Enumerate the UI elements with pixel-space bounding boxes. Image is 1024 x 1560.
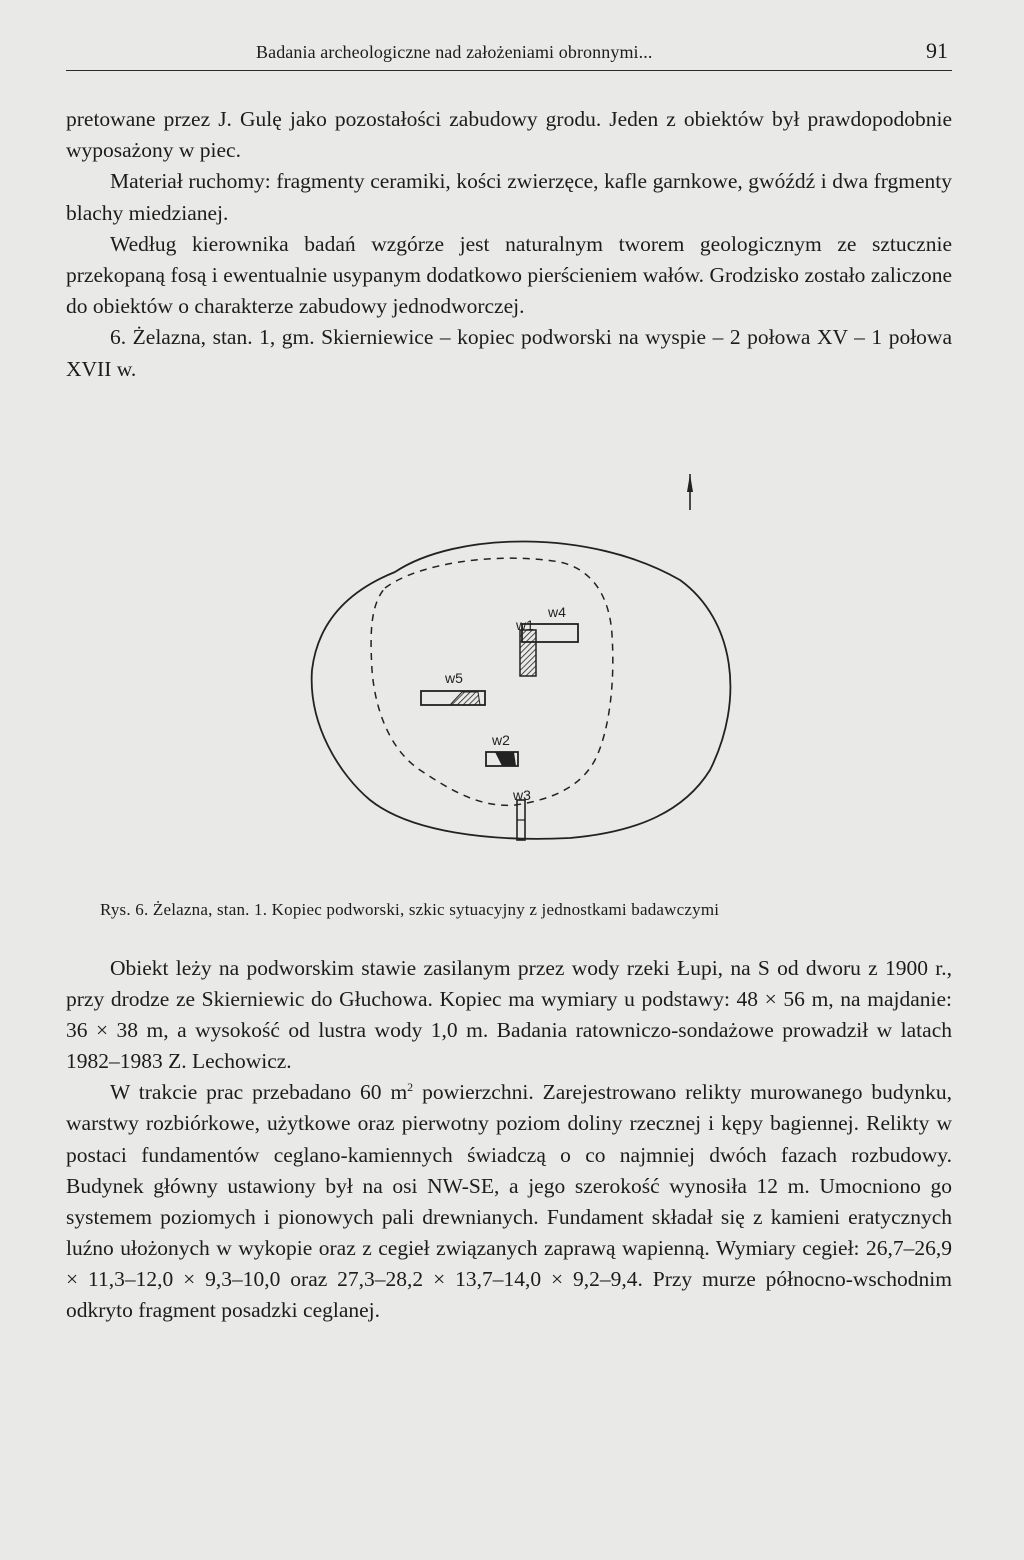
north-arrow-icon bbox=[687, 474, 693, 510]
paragraph-start: W trakcie prac przebadano 60 m bbox=[110, 1080, 408, 1105]
site-heading: 6. Żelazna, stan. 1, gm. Skierniewice – kopiec podworski na wyspie – 2 połowa XV – 1 połowa XVII w. bbox=[66, 325, 952, 381]
running-title: Badania archeologiczne nad założeniami obronnymi... bbox=[256, 42, 653, 62]
paragraph: Materiał ruchomy: fragmenty ceramiki, kości zwierzęce, kafle garnkowe, gwóźdź i dwa frgmenty blachy miedzianej. bbox=[66, 169, 952, 225]
paragraph: pretowane przez J. Gulę jako pozostałości zabudowy grodu. Jeden z obiektów był prawdopodobnie wyposażony w piec. bbox=[66, 107, 952, 163]
text-block-top bbox=[66, 104, 952, 385]
site-sketch bbox=[290, 470, 750, 870]
label-w3: w3 bbox=[513, 787, 531, 803]
label-w4: w4 bbox=[548, 604, 566, 620]
unit-w1 bbox=[520, 630, 536, 676]
superscript: 2 bbox=[407, 1080, 414, 1095]
label-w2: w2 bbox=[492, 732, 510, 748]
paragraph: Według kierownika badań wzgórze jest naturalnym tworem geologicznym ze sztucznie przekopaną fosą i ewentualnie usypanym dodatkowo pierścieniem wałów. Grodzisko zostało zaliczone do obiektów o charakterze zabudowy jednodworczej. bbox=[66, 231, 952, 319]
site-sketch-figure bbox=[290, 470, 750, 870]
page-header bbox=[66, 38, 952, 71]
label-w5: w5 bbox=[445, 670, 463, 686]
text-block-bottom bbox=[66, 953, 952, 1326]
figure-caption: Rys. 6. Żelazna, stan. 1. Kopiec podworski, szkic sytuacyjny z jednostkami badawczymi bbox=[100, 900, 720, 919]
label-w1: w1 bbox=[516, 617, 534, 633]
paragraph bbox=[66, 1077, 952, 1326]
page-number: 91 bbox=[926, 38, 948, 63]
paragraph-rest: powierzchni. Zarejestrowano relikty murowanego budynku, warstwy rozbiórkowe, użytkowe oraz pierwotny poziom doliny rzecznej i kępy bagiennej. Relikty w postaci fundamentów ceglano-kamiennych świadczą o co najmniej dwóch fazach rozbudowy. Budynek główny ustawiony był na osi NW-SE, a jego szerokość wynosiła 12 m. Umocniono go systemem poziomych i pionowych pali drewnianych. Fundament składał się z kamieni eratycznych luźno ułożonych w wykopie oraz z cegieł związanych zaprawą wapienną. Wymiary cegieł: 26,7–26,9 × 11,3–12,0 × 9,3–10,0 oraz 27,3–28,2 × 13,7–14,0 × 9,2–9,4. Przy murze północno-wschodnim odkryto fragment posadzki ceglanej. bbox=[66, 1080, 952, 1323]
paragraph: Obiekt leży na podworskim stawie zasilanym przez wody rzeki Łupi, na S od dworu z 1900 r., przy drodze ze Skierniewic do Głuchowa. Kopiec ma wymiary u podstawy: 48 × 56 m, na majdanie: 36 × 38 m, a wysokość od lustra wody 1,0 m. Badania ratowniczo-sondażowe prowadził w latach 1982–1983 Z. Lechowicz. bbox=[66, 956, 952, 1074]
plateau-outline bbox=[371, 558, 613, 805]
